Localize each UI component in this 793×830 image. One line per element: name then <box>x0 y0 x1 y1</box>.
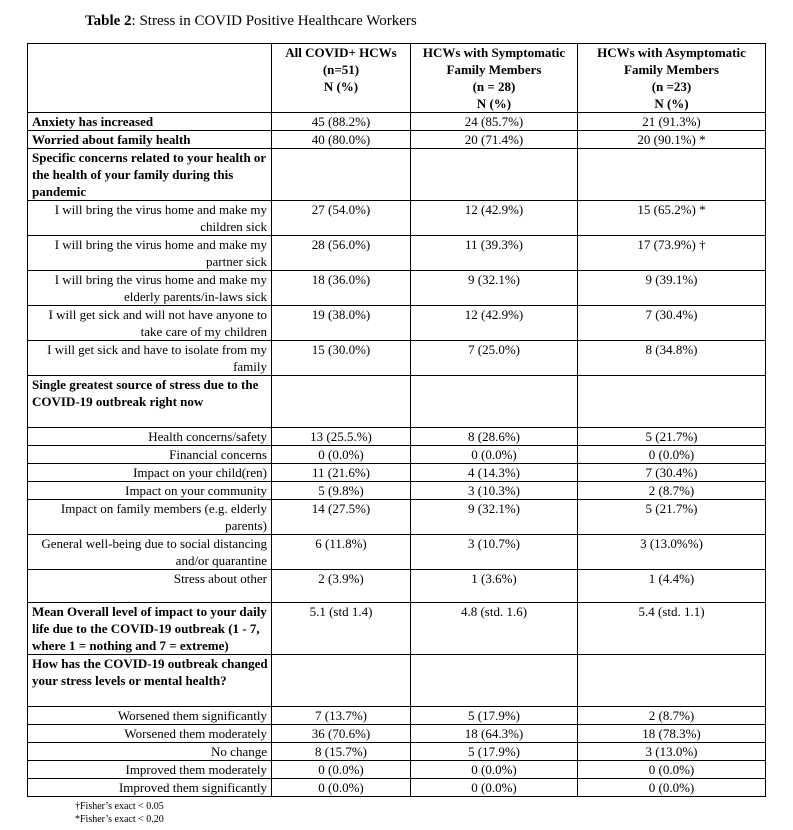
row-label: Specific concerns related to your health or the health of your family during this pandemic <box>28 149 272 201</box>
value-cell: 20 (90.1%) * <box>578 131 766 149</box>
value-cell: 17 (73.9%) † <box>578 236 766 271</box>
row-label: Health concerns/safety <box>28 428 272 446</box>
row-label: Worsened them significantly <box>28 707 272 725</box>
value-cell: 5 (21.7%) <box>578 428 766 446</box>
value-cell: 8 (34.8%) <box>578 341 766 376</box>
value-cell: 2 (3.9%) <box>272 570 411 603</box>
value-cell: 11 (21.6%) <box>272 464 411 482</box>
value-cell: 27 (54.0%) <box>272 201 411 236</box>
row-label: I will bring the virus home and make my partner sick <box>28 236 272 271</box>
row-label: I will get sick and have to isolate from my family <box>28 341 272 376</box>
value-cell <box>411 376 578 428</box>
value-cell <box>272 149 411 201</box>
value-cell: 0 (0.0%) <box>411 761 578 779</box>
row-label: I will get sick and will not have anyone to take care of my children <box>28 306 272 341</box>
table-row <box>28 113 766 131</box>
value-cell: 1 (3.6%) <box>411 570 578 603</box>
table-row <box>28 131 766 149</box>
value-cell: 21 (91.3%) <box>578 113 766 131</box>
table-row <box>28 464 766 482</box>
row-label: Worried about family health <box>28 131 272 149</box>
value-cell: 0 (0.0%) <box>411 779 578 797</box>
table-body <box>28 113 766 797</box>
value-cell: 5 (21.7%) <box>578 500 766 535</box>
row-label: How has the COVID-19 outbreak changed your stress levels or mental health? <box>28 655 272 707</box>
table-row <box>28 446 766 464</box>
value-cell: 12 (42.9%) <box>411 201 578 236</box>
value-cell: 11 (39.3%) <box>411 236 578 271</box>
table-row <box>28 779 766 797</box>
table-row <box>28 761 766 779</box>
value-cell: 3 (13.0%) <box>578 743 766 761</box>
table-row <box>28 271 766 306</box>
value-cell: 5.4 (std. 1.1) <box>578 603 766 655</box>
column-header: All COVID+ HCWs (n=51) N (%) <box>272 44 411 113</box>
value-cell: 1 (4.4%) <box>578 570 766 603</box>
row-label: General well-being due to social distancing and/or quarantine <box>28 535 272 570</box>
table-row <box>28 201 766 236</box>
table-row <box>28 500 766 535</box>
value-cell: 5 (9.8%) <box>272 482 411 500</box>
value-cell: 7 (30.4%) <box>578 464 766 482</box>
value-cell: 24 (85.7%) <box>411 113 578 131</box>
table-row <box>28 707 766 725</box>
row-label: Impact on your community <box>28 482 272 500</box>
value-cell: 7 (13.7%) <box>272 707 411 725</box>
value-cell: 18 (36.0%) <box>272 271 411 306</box>
value-cell: 13 (25.5.%) <box>272 428 411 446</box>
row-label: Impact on your child(ren) <box>28 464 272 482</box>
table-row <box>28 743 766 761</box>
table-row <box>28 655 766 707</box>
value-cell: 15 (30.0%) <box>272 341 411 376</box>
column-header: HCWs with Asymptomatic Family Members (n =23) N (%) <box>578 44 766 113</box>
row-label: No change <box>28 743 272 761</box>
value-cell: 36 (70.6%) <box>272 725 411 743</box>
row-label: I will bring the virus home and make my children sick <box>28 201 272 236</box>
value-cell: 3 (10.3%) <box>411 482 578 500</box>
row-label: Improved them significantly <box>28 779 272 797</box>
value-cell: 9 (32.1%) <box>411 271 578 306</box>
row-label: Anxiety has increased <box>28 113 272 131</box>
table-title <box>85 12 793 30</box>
value-cell: 0 (0.0%) <box>578 761 766 779</box>
table-row <box>28 482 766 500</box>
value-cell: 28 (56.0%) <box>272 236 411 271</box>
value-cell: 0 (0.0%) <box>272 779 411 797</box>
value-cell: 5 (17.9%) <box>411 743 578 761</box>
value-cell: 8 (28.6%) <box>411 428 578 446</box>
table-title-label: Table 2 <box>85 13 132 29</box>
value-cell <box>578 376 766 428</box>
value-cell: 5 (17.9%) <box>411 707 578 725</box>
value-cell: 20 (71.4%) <box>411 131 578 149</box>
value-cell: 12 (42.9%) <box>411 306 578 341</box>
value-cell: 7 (25.0%) <box>411 341 578 376</box>
value-cell: 0 (0.0%) <box>411 446 578 464</box>
value-cell: 18 (78.3%) <box>578 725 766 743</box>
value-cell <box>272 376 411 428</box>
value-cell: 18 (64.3%) <box>411 725 578 743</box>
footnotes <box>75 800 793 826</box>
column-header <box>28 44 272 113</box>
row-label: Improved them moderately <box>28 761 272 779</box>
value-cell <box>411 655 578 707</box>
row-label: Mean Overall level of impact to your daily life due to the COVID-19 outbreak (1 - 7, where 1 = nothing and 7 = extreme) <box>28 603 272 655</box>
table-row <box>28 236 766 271</box>
stress-table <box>27 43 766 797</box>
row-label: Stress about other <box>28 570 272 603</box>
row-label: I will bring the virus home and make my elderly parents/in-laws sick <box>28 271 272 306</box>
value-cell <box>578 655 766 707</box>
value-cell: 2 (8.7%) <box>578 707 766 725</box>
row-label: Impact on family members (e.g. elderly parents) <box>28 500 272 535</box>
header-row <box>28 44 766 113</box>
value-cell: 9 (39.1%) <box>578 271 766 306</box>
column-header: HCWs with Symptomatic Family Members (n = 28) N (%) <box>411 44 578 113</box>
value-cell: 4 (14.3%) <box>411 464 578 482</box>
value-cell: 14 (27.5%) <box>272 500 411 535</box>
value-cell: 3 (10.7%) <box>411 535 578 570</box>
footnote-dagger: †Fisher’s exact < 0.05 <box>75 801 164 812</box>
table-row <box>28 535 766 570</box>
value-cell: 2 (8.7%) <box>578 482 766 500</box>
footnote-asterisk: *Fisher’s exact < 0.20 <box>75 814 164 825</box>
row-label: Financial concerns <box>28 446 272 464</box>
value-cell: 45 (88.2%) <box>272 113 411 131</box>
table-row <box>28 149 766 201</box>
value-cell: 4.8 (std. 1.6) <box>411 603 578 655</box>
value-cell: 0 (0.0%) <box>272 761 411 779</box>
table-row <box>28 341 766 376</box>
value-cell <box>272 655 411 707</box>
table-row <box>28 306 766 341</box>
value-cell: 5.1 (std 1.4) <box>272 603 411 655</box>
value-cell <box>411 149 578 201</box>
value-cell: 19 (38.0%) <box>272 306 411 341</box>
table-row <box>28 428 766 446</box>
value-cell: 0 (0.0%) <box>578 779 766 797</box>
table-title-text: : Stress in COVID Positive Healthcare Workers <box>131 13 417 29</box>
value-cell: 0 (0.0%) <box>578 446 766 464</box>
table-row <box>28 603 766 655</box>
value-cell: 7 (30.4%) <box>578 306 766 341</box>
value-cell: 6 (11.8%) <box>272 535 411 570</box>
table-row <box>28 570 766 603</box>
row-label: Worsened them moderately <box>28 725 272 743</box>
value-cell: 8 (15.7%) <box>272 743 411 761</box>
value-cell: 9 (32.1%) <box>411 500 578 535</box>
value-cell: 0 (0.0%) <box>272 446 411 464</box>
table-row <box>28 376 766 428</box>
value-cell: 40 (80.0%) <box>272 131 411 149</box>
table-row <box>28 725 766 743</box>
value-cell <box>578 149 766 201</box>
row-label: Single greatest source of stress due to the COVID-19 outbreak right now <box>28 376 272 428</box>
value-cell: 15 (65.2%) * <box>578 201 766 236</box>
value-cell: 3 (13.0%%) <box>578 535 766 570</box>
